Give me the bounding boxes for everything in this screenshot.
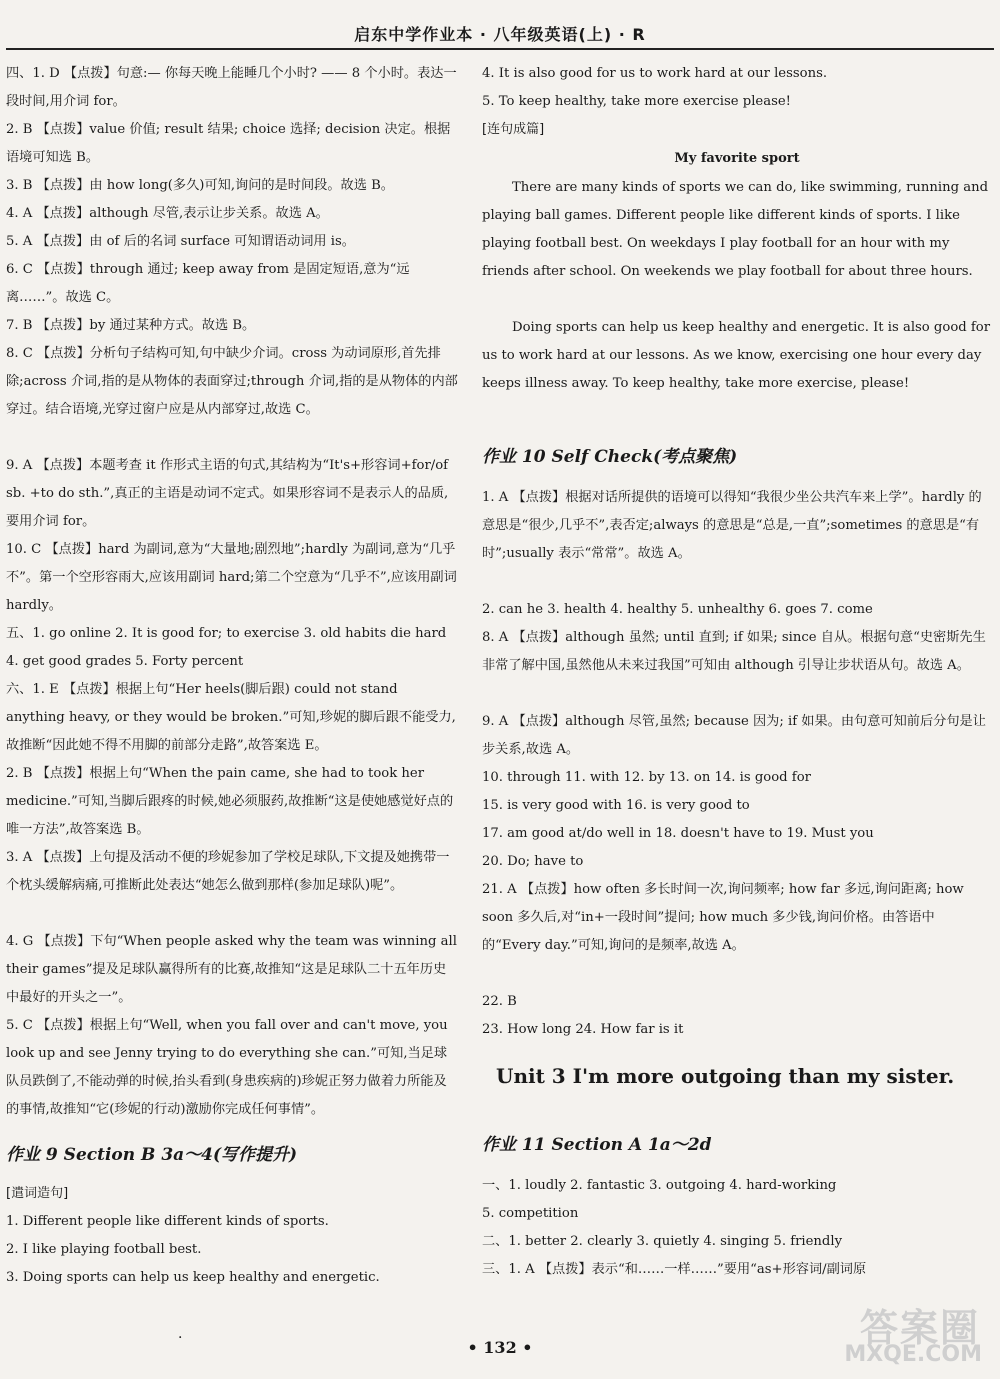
essay-title: My favorite sport (674, 151, 800, 166)
answer-item: 4. G 【点拨】下句“When people asked why the team was winning all their games”提及足球队赢得所有的比赛,故推知“这是足球队二十五年历史中最好的开头之一”。 (6, 934, 457, 1005)
answer-item: 20. Do; have to (482, 854, 584, 869)
answer-item: 23. How long 24. How far is it (482, 1022, 684, 1037)
answer-item: 2. can he 3. health 4. healthy 5. unhealthy 6. goes 7. come (482, 602, 873, 617)
page-number: • 132 • (467, 1338, 533, 1357)
subsection-label: [连句成篇] (482, 122, 545, 137)
watermark (790, 1297, 990, 1367)
page-header-title: 启东中学作业本 · 八年级英语(上) · R (354, 25, 646, 44)
answer-item: 1. Different people like different kinds of sports. (6, 1214, 329, 1229)
answer-item: 5. competition (482, 1206, 579, 1221)
watermark-logo: 答案圈 (859, 1306, 980, 1350)
answer-item: 17. am good at/do well in 18. doesn't have to 19. Must you (482, 826, 874, 841)
subsection-label: [遣词造句] (6, 1186, 69, 1201)
answer-item: 8. C 【点拨】分析句子结构可知,句中缺少介词。cross 为动词原形,首先排除;across 介词,指的是从物体的表面穿过;through 介词,指的是从物体的内部穿过。结合语境,光穿过窗户应是从内部穿过,故选 C。 (6, 346, 458, 417)
answer-item: 5. C 【点拨】根据上句“Well, when you fall over and can't move, you look up and see Jenny trying to do everything she can.”可知,当足球队员跌倒了,不能动弹的时候,抬头看到(身患疾病的)珍妮正努力做着力所能及的事情,故推知“它(珍妮的行动)激励你完成任何事情”。 (6, 1018, 448, 1117)
answer-item: 3. Doing sports can help us keep healthy and energetic. (6, 1270, 380, 1285)
essay-paragraph: Doing sports can help us keep healthy and energetic. It is also good for us to work hard at our lessons. As we know, exercising one hour every day keeps illness away. To keep healthy, take more exercise, please! (482, 320, 991, 391)
answer-item: 四、1. D 【点拨】句意:— 你每天晚上能睡几个小时? —— 8 个小时。表达一段时间,用介词 for。 (6, 66, 457, 109)
answer-item: 5. A 【点拨】由 of 后的名词 surface 可知谓语动词用 is。 (6, 234, 355, 249)
answer-item: 9. A 【点拨】本题考查 it 作形式主语的句式,其结构为“It's+形容词+for/of sb. +to do sth.”,真正的主语是动词不定式。如果形容词不是表示人的品质,要用介词 for。 (6, 458, 449, 529)
answer-item: 2. B 【点拨】value 价值; result 结果; choice 选择; decision 决定。根据语境可知选 B。 (6, 122, 451, 165)
answer-item: 4. A 【点拨】although 尽管,表示让步关系。故选 A。 (6, 206, 329, 221)
header-rule (6, 48, 994, 50)
answer-item: 15. is very good with 16. is very good to (482, 798, 750, 813)
unit-heading: Unit 3 I'm more outgoing than my sister. (496, 1064, 955, 1088)
essay-paragraph: There are many kinds of sports we can do, like swimming, running and playing ball games. Different people like different kinds of sports. I like playing football best. On weekdays I play football for an hour with my friends after school. On weekends we play football for about three hours. (482, 180, 989, 279)
answer-item: 4. It is also good for us to work hard at our lessons. (482, 66, 828, 81)
section-heading: 作业 11 Section A 1a～2d (482, 1135, 712, 1155)
answer-item: 22. B (482, 994, 517, 1009)
answer-item: 9. A 【点拨】although 尽管,虽然; because 因为; if 如果。由句意可知前后分句是让步关系,故选 A。 (482, 714, 986, 757)
section-heading: 作业 9 Section B 3a～4(写作提升) (6, 1145, 298, 1165)
answer-item: 8. A 【点拨】although 虽然; until 直到; if 如果; since 自从。根据句意“史密斯先生非常了解中国,虽然他从未来过我国”可知由 although 引导让步状语从句。故选 A。 (482, 630, 986, 673)
answer-item: 5. To keep healthy, take more exercise please! (482, 94, 791, 109)
answer-item: 三、1. A 【点拨】表示“和……一样……”要用“as+形容词/副词原 (482, 1262, 867, 1277)
answer-item: 3. B 【点拨】由 how long(多久)可知,询问的是时间段。故选 B。 (6, 178, 394, 193)
answer-item: 五、1. go online 2. It is good for; to exercise 3. old habits die hard 4. get good grades 5. Forty percent (6, 626, 447, 669)
answer-item: 10. C 【点拨】hard 为副词,意为“大量地;剧烈地”;hardly 为副词,意为“几乎不”。第一个空形容雨大,应该用副词 hard;第二个空意为“几乎不”,应该用副词 hardly。 (6, 542, 457, 613)
answer-item: 六、1. E 【点拨】根据上句“Her heels(脚后跟) could not stand anything heavy, or they would be broken.”可知,珍妮的脚后跟不能受力,故推断“因此她不得不用脚的前部分走路”,故答案选 E。 (6, 682, 456, 753)
answer-item: 1. A 【点拨】根据对话所提供的语境可以得知“我很少坐公共汽车来上学”。hardly 的意思是“很少,几乎不”,表否定;always 的意思是“总是,一直”;sometimes 的意思是“有时”;usually 表示“常常”。故选 A。 (482, 490, 982, 561)
answer-item: 6. C 【点拨】through 通过; keep away from 是固定短语,意为“远离……”。故选 C。 (6, 262, 410, 305)
answer-item: 7. B 【点拨】by 通过某种方式。故选 B。 (6, 318, 256, 333)
answer-item: 21. A 【点拨】how often 多长时间一次,询问频率; how far 多远,询问距离; how soon 多久后,对“in+一段时间”提问; how much 多少钱,询问价格。由答语中的“Every day.”可知,询问的是频率,故选 A。 (482, 882, 964, 953)
watermark-url: MXQE.COM (844, 1342, 982, 1367)
answer-item: 10. through 11. with 12. by 13. on 14. is good for (482, 770, 811, 785)
answer-item: 2. B 【点拨】根据上句“When the pain came, she had to took her medicine.”可知,当脚后跟疼的时候,她必须服药,故推断“这是使她感觉好点的唯一方法”,故答案选 B。 (6, 766, 454, 837)
answer-item: 一、1. loudly 2. fantastic 3. outgoing 4. hard-working (482, 1178, 837, 1193)
section-heading: 作业 10 Self Check(考点聚焦) (482, 447, 738, 467)
page-header (0, 0, 1000, 48)
answer-item: 3. A 【点拨】上句提及活动不便的珍妮参加了学校足球队,下文提及她携带一个枕头缓解病痛,可推断此处表达“她怎么做到那样(参加足球队)呢”。 (6, 850, 450, 893)
answer-item: 二、1. better 2. clearly 3. quietly 4. singing 5. friendly (482, 1234, 843, 1249)
answer-item: 2. I like playing football best. (6, 1242, 202, 1257)
stray-dot: · (178, 1330, 183, 1346)
